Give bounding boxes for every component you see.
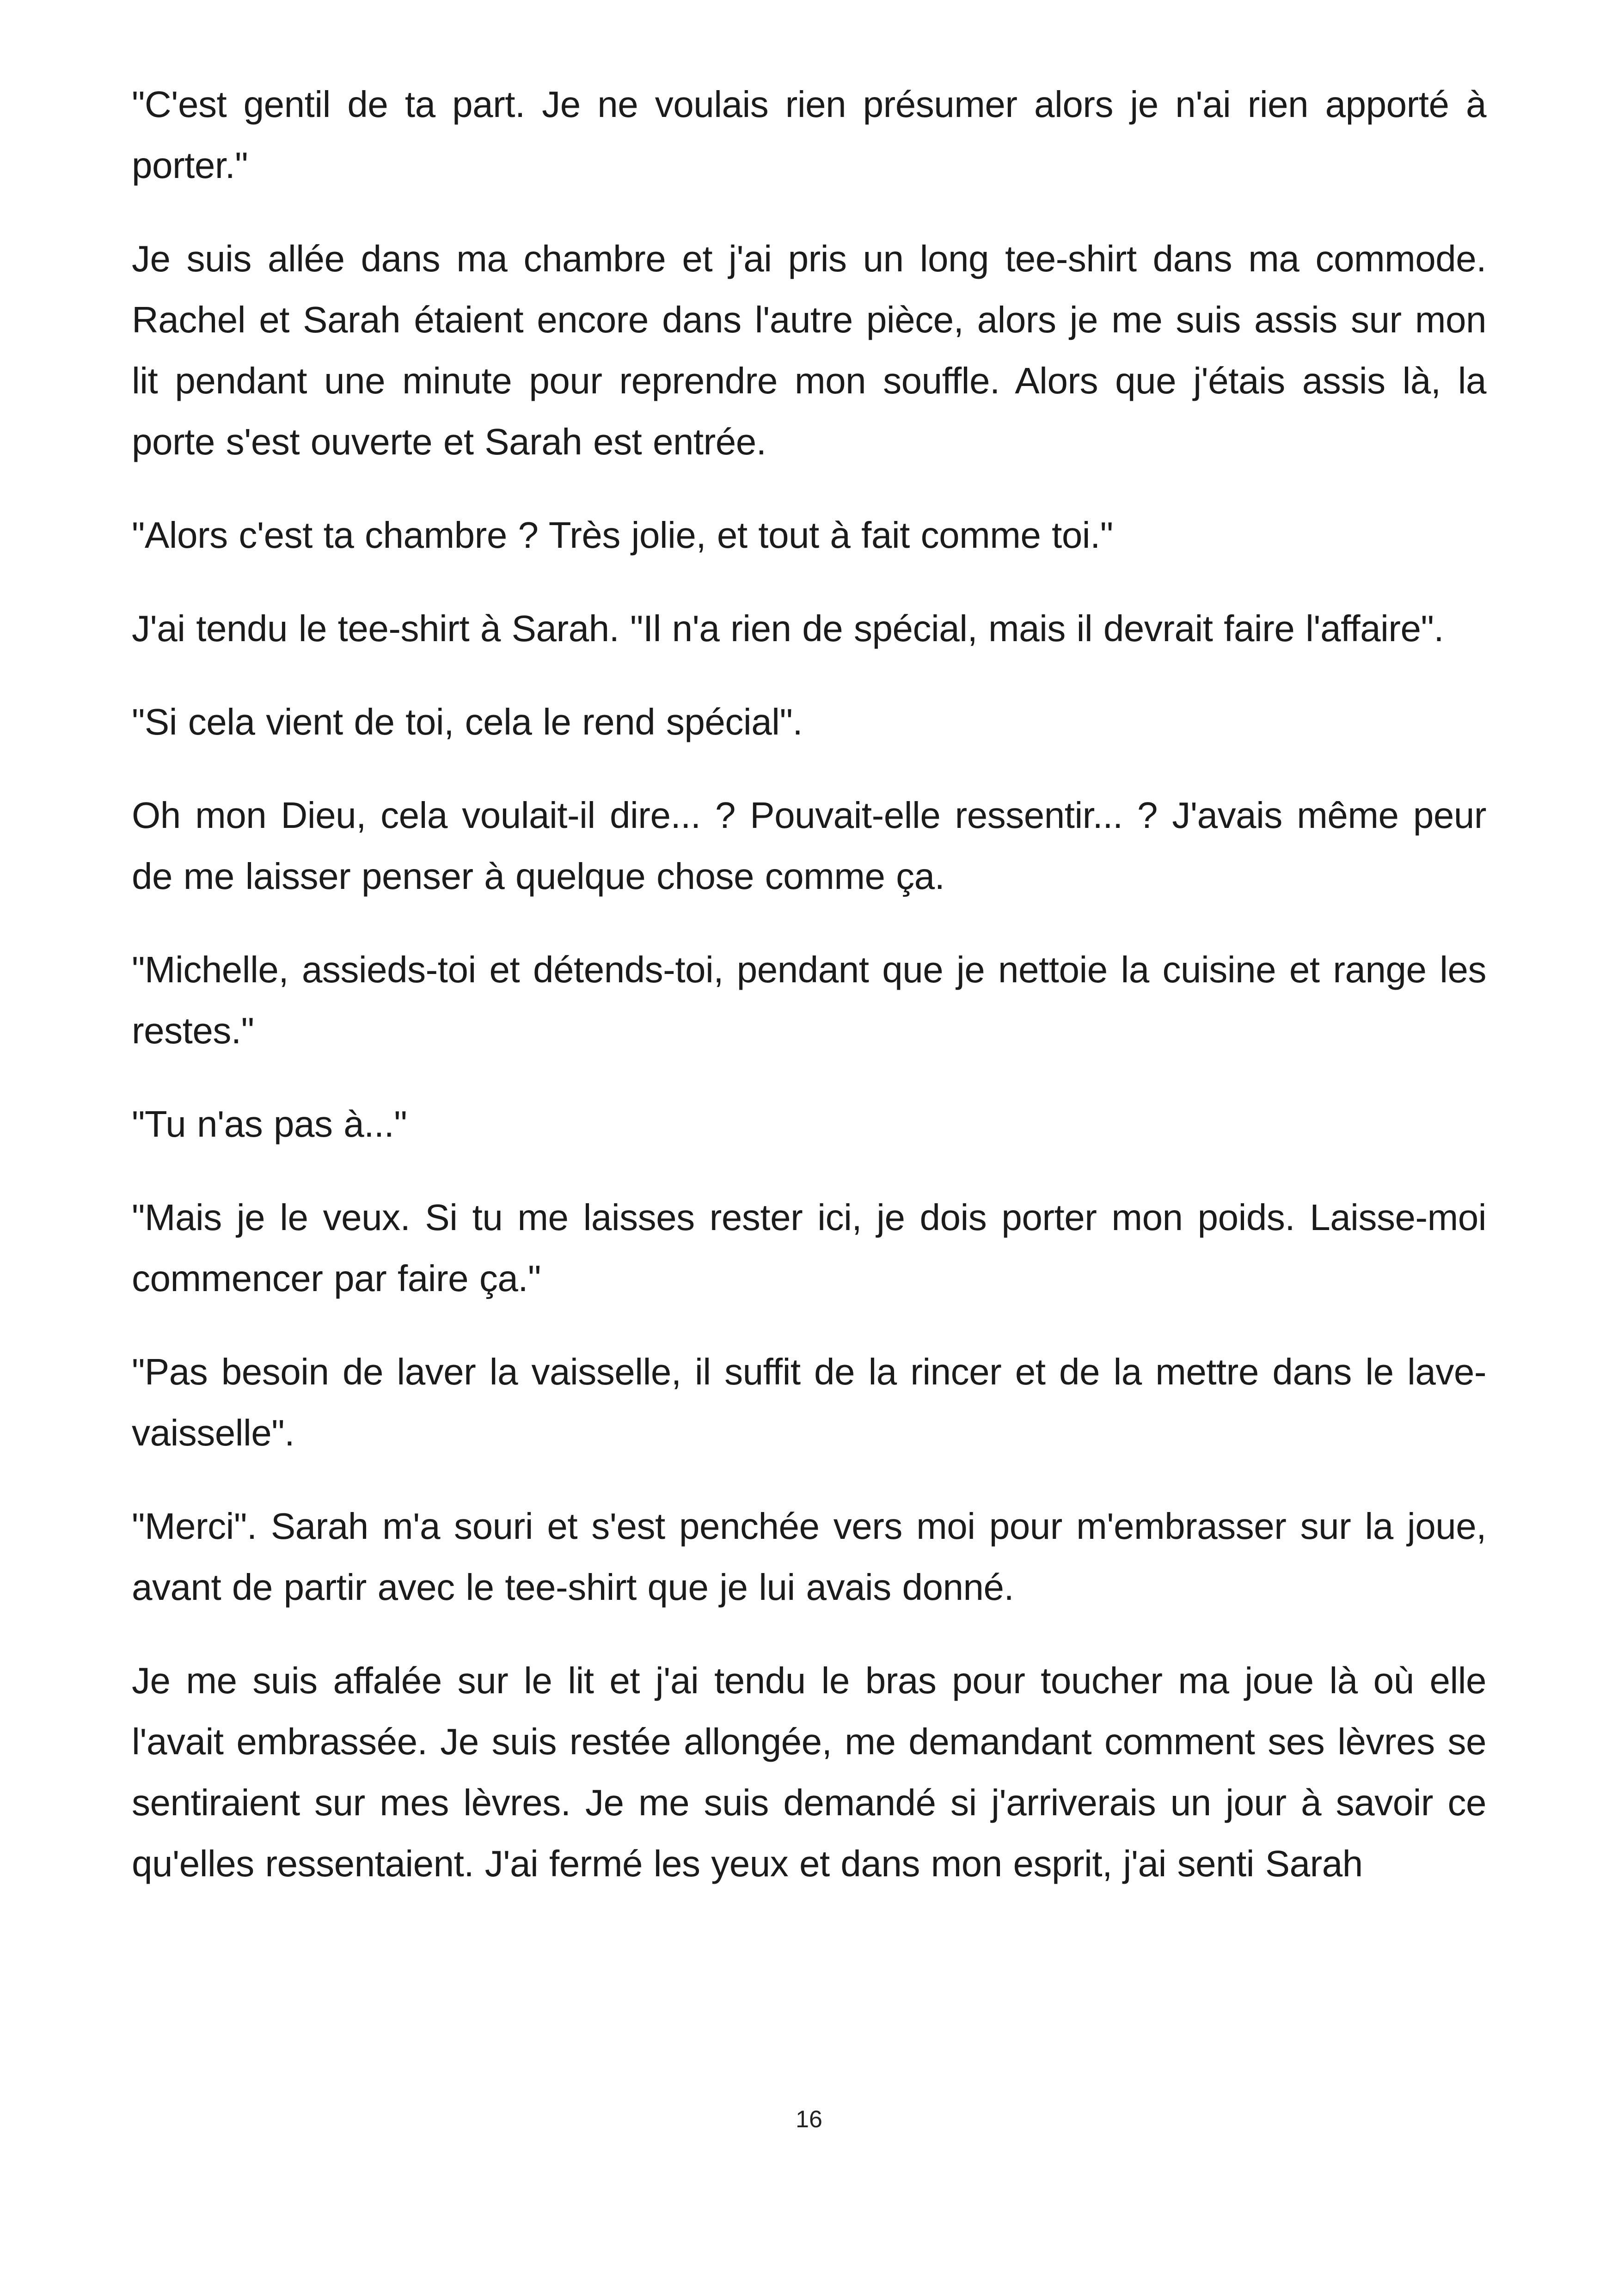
paragraph: J'ai tendu le tee-shirt à Sarah. "Il n'a rien de spécial, mais il devrait faire l'affaire". bbox=[132, 608, 1444, 649]
paragraph: "Tu n'as pas à..." bbox=[132, 1103, 407, 1145]
paragraph: "Pas besoin de laver la vaisselle, il suffit de la rincer et de la mettre dans le lave-vaisselle". bbox=[132, 1351, 1486, 1453]
paragraph: Oh mon Dieu, cela voulait-il dire... ? Pouvait-elle ressentir... ? J'avais même peur de me laisser penser à quelque chose comme ça. bbox=[132, 795, 1486, 897]
paragraph: Je suis allée dans ma chambre et j'ai pris un long tee-shirt dans ma commode. Rachel et Sarah étaient encore dans l'autre pièce, alors je me suis assis sur mon lit pendant une minute pour reprendre mon souffle. Alors que j'étais assis là, la porte s'est ouverte et Sarah est entrée. bbox=[132, 238, 1486, 462]
body-text bbox=[132, 74, 1486, 1927]
paragraph: "Alors c'est ta chambre ? Très jolie, et tout à fait comme toi." bbox=[132, 514, 1113, 556]
paragraph: "Michelle, assieds-toi et détends-toi, pendant que je nettoie la cuisine et range les restes." bbox=[132, 949, 1486, 1051]
paragraph: "Mais je le veux. Si tu me laisses rester ici, je dois porter mon poids. Laisse-moi commencer par faire ça." bbox=[132, 1197, 1486, 1299]
paragraph: "Si cela vient de toi, cela le rend spécial". bbox=[132, 701, 803, 742]
paragraph: Je me suis affalée sur le lit et j'ai tendu le bras pour toucher ma joue là où elle l'avait embrassée. Je suis restée allongée, me demandant comment ses lèvres se sentiraient sur mes lèvres. Je me suis demandé si j'arriverais un jour à savoir ce qu'elles ressentaient. J'ai fermé les yeux et dans mon esprit, j'ai senti Sarah bbox=[132, 1660, 1486, 1884]
page-number: 16 bbox=[796, 2106, 822, 2133]
paragraph: "C'est gentil de ta part. Je ne voulais rien présumer alors je n'ai rien apporté à porter." bbox=[132, 84, 1486, 186]
paragraph: "Merci". Sarah m'a souri et s'est penchée vers moi pour m'embrasser sur la joue, avant de partir avec le tee-shirt que je lui avais donné. bbox=[132, 1506, 1486, 1608]
